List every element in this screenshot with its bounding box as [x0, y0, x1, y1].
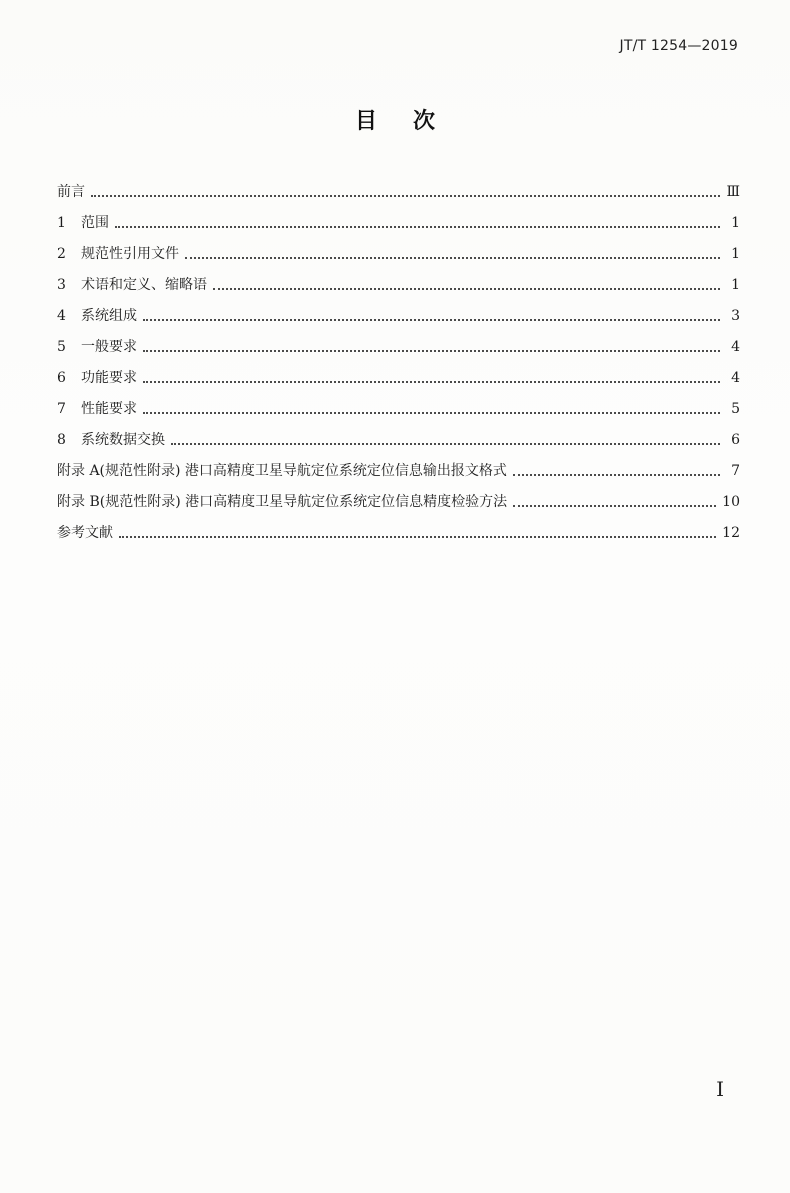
- toc-entry-label: 前言: [57, 184, 85, 200]
- toc-entry-label: 规范性引用文件: [81, 246, 179, 262]
- toc-leader-dots: [513, 462, 720, 480]
- toc-entry-functional-requirements[interactable]: [57, 356, 740, 387]
- toc-entry-label: 范围: [81, 215, 109, 231]
- toc-entry-page: 1: [731, 246, 740, 262]
- toc-entry-label: 术语和定义、缩略语: [81, 277, 207, 293]
- toc-entry-page: 5: [731, 401, 740, 417]
- toc-leader-dots: [143, 369, 720, 387]
- toc-entry-page: 7: [731, 463, 740, 479]
- toc-entry-page: 6: [731, 432, 740, 448]
- toc-entry-data-exchange[interactable]: [57, 418, 740, 449]
- toc-leader-dots: [171, 431, 720, 449]
- toc-leader-dots: [143, 400, 720, 418]
- toc-entry-number: 1: [57, 215, 66, 231]
- toc-entry-page: Ⅲ: [726, 184, 740, 200]
- toc-leader-dots: [185, 245, 720, 263]
- toc-entry-number: 6: [57, 370, 66, 386]
- toc-entry-number: 4: [57, 308, 66, 324]
- toc-entry-label: 系统数据交换: [81, 432, 165, 448]
- toc-entry-bibliography[interactable]: [57, 511, 740, 542]
- toc-entry-annex-b[interactable]: [57, 480, 740, 511]
- toc-entry-label: 附录 B(规范性附录) 港口高精度卫星导航定位系统定位信息精度检验方法: [57, 494, 508, 510]
- toc-entry-page: 1: [731, 277, 740, 293]
- toc-title: 目次: [354, 109, 471, 134]
- toc-entry-label: 一般要求: [81, 339, 137, 355]
- toc-entry-page: 4: [731, 370, 740, 386]
- toc-entry-label: 附录 A(规范性附录) 港口高精度卫星导航定位系统定位信息输出报文格式: [57, 463, 507, 479]
- document-code: JT/T 1254—2019: [619, 38, 738, 54]
- toc-entry-page: 12: [722, 525, 740, 541]
- toc-entry-foreword[interactable]: [57, 170, 740, 201]
- toc-entry-number: 3: [57, 277, 66, 293]
- toc-leader-dots: [115, 214, 720, 232]
- toc-leader-dots: [91, 183, 720, 201]
- toc-entry-label: 性能要求: [81, 401, 137, 417]
- toc-entry-page: 10: [722, 494, 740, 510]
- toc-entry-number: 7: [57, 401, 66, 417]
- toc-entry-normative-references[interactable]: [57, 232, 740, 263]
- toc-entry-system-composition[interactable]: [57, 294, 740, 325]
- toc-entry-page: 1: [731, 215, 740, 231]
- toc-entry-page: 3: [731, 308, 740, 324]
- toc-entry-label: 参考文献: [57, 525, 113, 541]
- toc-entry-scope[interactable]: [57, 201, 740, 232]
- toc-entry-number: 5: [57, 339, 66, 355]
- toc-entry-annex-a[interactable]: [57, 449, 740, 480]
- table-of-contents: [57, 170, 740, 542]
- toc-leader-dots: [143, 338, 720, 356]
- toc-entry-label: 系统组成: [81, 308, 137, 324]
- toc-entry-page: 4: [731, 339, 740, 355]
- toc-entry-number: 2: [57, 246, 66, 262]
- toc-entry-performance-requirements[interactable]: [57, 387, 740, 418]
- toc-entry-number: 8: [57, 432, 66, 448]
- toc-leader-dots: [213, 276, 720, 294]
- toc-leader-dots: [513, 493, 716, 511]
- toc-entry-label: 功能要求: [81, 370, 137, 386]
- page-number: I: [716, 1077, 724, 1101]
- toc-entry-terms[interactable]: [57, 263, 740, 294]
- toc-entry-general-requirements[interactable]: [57, 325, 740, 356]
- toc-leader-dots: [143, 307, 720, 325]
- toc-leader-dots: [119, 524, 716, 542]
